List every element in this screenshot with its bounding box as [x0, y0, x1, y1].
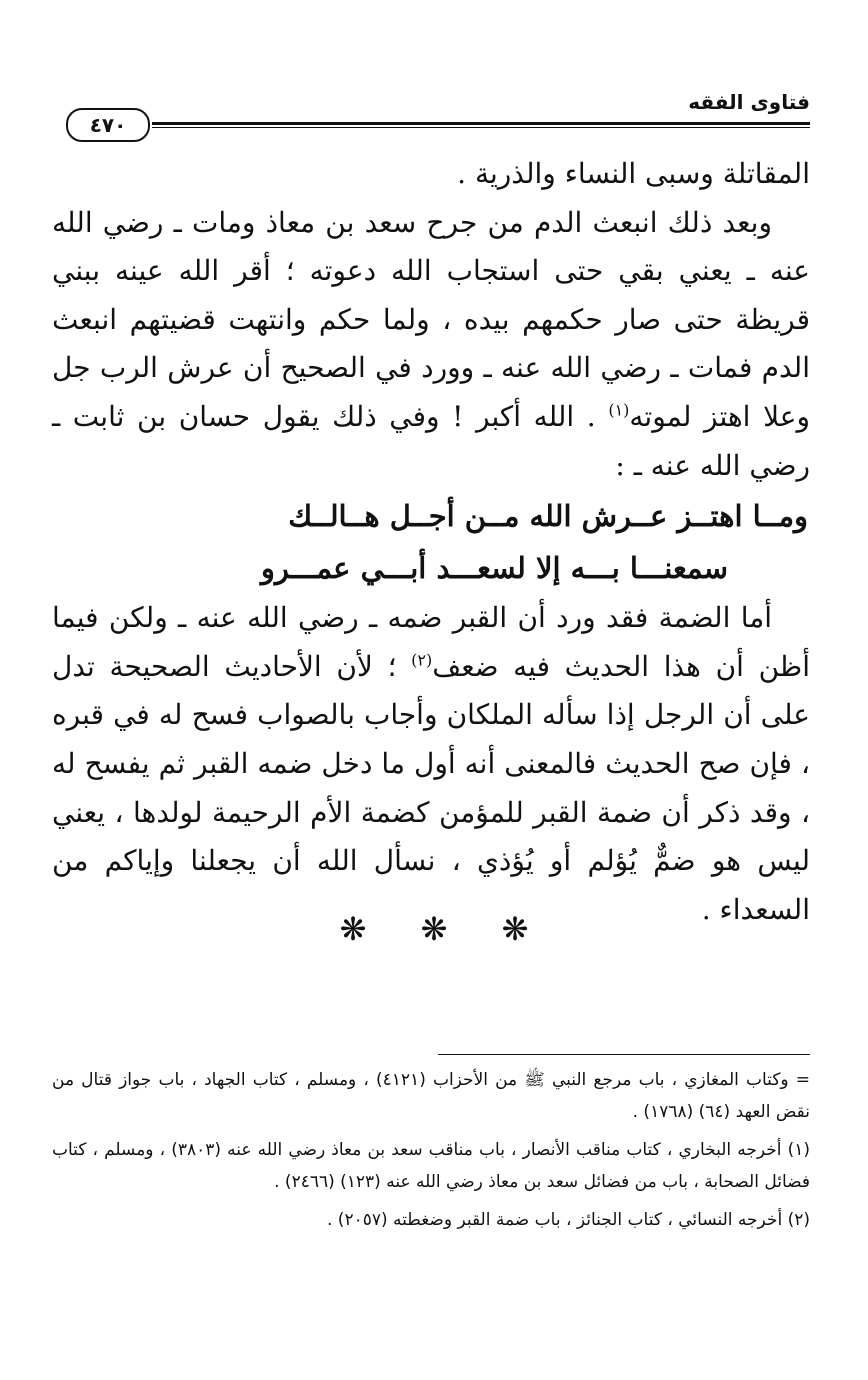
- running-title: فتاوى الفقه: [688, 90, 810, 114]
- paragraph-1: المقاتلة وسبى النساء والذرية .: [457, 157, 810, 190]
- footnote-1: (١) أخرجه البخاري ، كتاب مناقب الأنصار ، باب مناقب سعد بن معاذ رضي الله عنه (٣٨٠٣) ، ومسلم ، كتاب فضائل الصحابة ، باب من فضائل سعد بن معاذ رضي الله عنه (١٢٣) (٢٤٦٦) .: [52, 1140, 810, 1192]
- main-text: [52, 150, 810, 934]
- paragraph-3-text-a: أما الضمة فقد ورد أن القبر ضمه ـ رضي الله عنه ـ ولكن فيما أظن أن هذا الحديث فيه ضعف: [52, 601, 811, 683]
- page-header: [58, 88, 810, 136]
- verse-line-2: سمعنـــا بـــه إلا لسعـــد أبـــي عمـــرو: [260, 551, 728, 586]
- section-separator: [0, 910, 868, 948]
- footnote-ref-1[interactable]: (١): [608, 400, 630, 420]
- footnote-ref-2[interactable]: (٢): [411, 650, 433, 670]
- footnote-continuation: = وكتاب المغازي ، باب مرجع النبي ﷺ من الأحزاب (٤١٢١) ، ومسلم ، كتاب الجهاد ، باب جواز قتال من نقض العهد (٦٤) (١٧٦٨) .: [52, 1070, 810, 1122]
- paragraph-2: [52, 199, 810, 491]
- asterism-icon: ❋: [339, 910, 367, 948]
- footnote-divider: [438, 1054, 810, 1055]
- paragraph-3: [52, 594, 810, 934]
- paragraph-3-text-b: ؛ لأن الأحاديث الصحيحة تدل على أن الرجل إذا سأله الملكان وأجاب بالصواب فسح له في قبره ، فإن صح الحديث فالمعنى أنه أول ما دخل ضمه القبر ثم يفسح له ، وقد ذكر أن ضمة القبر للمؤمن كضمة الأم الرحيمة لولدها ، يعني ليس هو ضمٌّ يُؤلم أو يُؤذي ، نسأل الله أن يجعلنا وإياكم من السعداء .: [52, 649, 810, 926]
- verse-line-1: ومــا اهتــز عــرش الله مــن أجــل هــالــك: [288, 499, 808, 534]
- page-number: ٤٧٠: [66, 108, 150, 142]
- footnotes: [52, 1064, 810, 1242]
- header-rule-thick: [152, 122, 810, 125]
- asterism-icon: ❋: [420, 910, 448, 948]
- footnote-2: (٢) أخرجه النسائي ، كتاب الجنائز ، باب ضمة القبر وضغطته (٢٠٥٧) .: [326, 1210, 810, 1230]
- paragraph-2-text-a: وبعد ذلك انبعث الدم من جرح سعد بن معاذ ومات ـ رضي الله عنه ـ يعني بقي حتى استجاب الله دعوته ؛ أقر الله عينه ببني قريظة حتى صار حكمهم بيده ، ولما حكم وانتهت قضيتهم انبعث الدم فمات ـ رضي الله عنه ـ وورد في الصحيح أن عرش الرب جل وعلا اهتز لموته: [52, 205, 810, 433]
- header-rule-thin: [152, 127, 810, 128]
- paragraph-2-text-b: . الله أكبر ! وفي ذلك يقول حسان بن ثابت ـ رضي الله عنه ـ :: [52, 399, 810, 482]
- asterism-icon: ❋: [501, 910, 529, 948]
